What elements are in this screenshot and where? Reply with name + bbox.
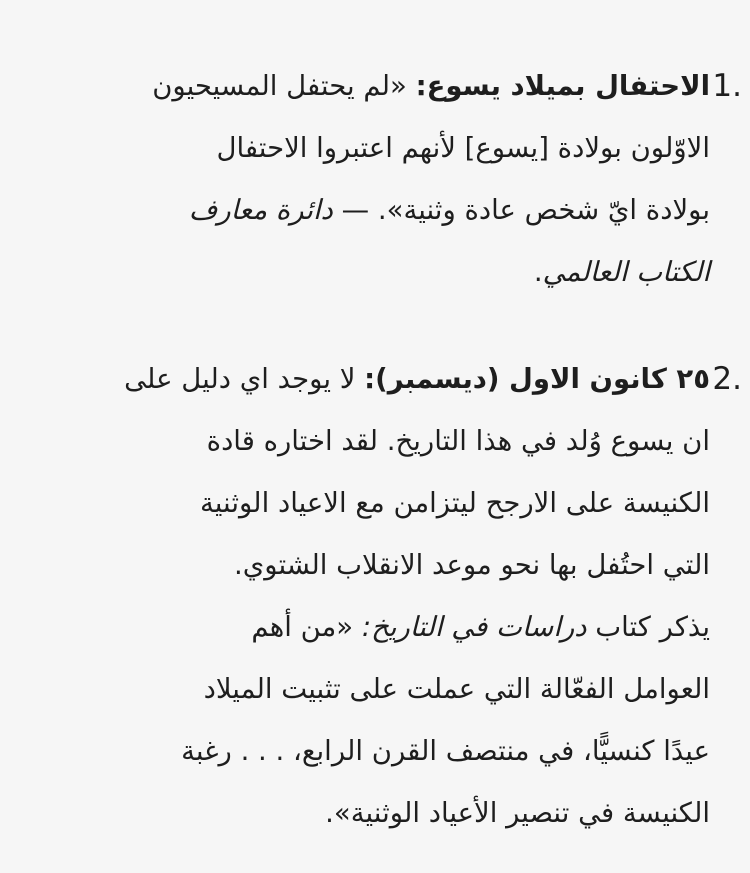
text-line bbox=[86, 596, 710, 658]
book-title: دراسات في التاريخ: bbox=[361, 611, 587, 643]
list-item bbox=[86, 55, 742, 303]
list-item-number: 2. bbox=[712, 361, 742, 397]
item-text: «لم يحتفل المسيحيون bbox=[152, 70, 407, 102]
item-text: «من أهم bbox=[251, 611, 362, 643]
item-heading: الاحتفال بميلاد يسوع: bbox=[415, 70, 710, 102]
text-line bbox=[86, 348, 710, 410]
list-item bbox=[86, 348, 742, 844]
item-text: بولادة ايّ شخص عادة وثنية». — bbox=[332, 194, 710, 226]
source-title: الكتاب العالمي bbox=[542, 256, 710, 288]
text-line bbox=[86, 179, 710, 241]
text-line bbox=[86, 241, 710, 303]
item-text: . bbox=[533, 256, 543, 288]
item-heading: ٢٥ كانون الاول (ديسمبر): bbox=[364, 363, 710, 395]
text-line bbox=[86, 55, 710, 117]
text-line: الكنيسة على الارجح ليتزامن مع الاعياد الوثنية bbox=[199, 487, 710, 519]
text-line: عيدًا كنسيًّا، في منتصف القرن الرابع، . . . رغبة bbox=[181, 735, 710, 767]
text-line: العوامل الفعّالة التي عملت على تثبيت الميلاد bbox=[203, 673, 710, 705]
text-line: الاوّلون بولادة [يسوع] لأنهم اعتبروا الاحتفال bbox=[216, 132, 710, 164]
text-line: ان يسوع وُلد في هذا التاريخ. لقد اختاره قادة bbox=[206, 425, 710, 457]
text-line: الكنيسة في تنصير الأعياد الوثنية». bbox=[325, 797, 710, 829]
item-text: يذكر كتاب bbox=[586, 611, 710, 643]
list-item-number: 1. bbox=[712, 68, 742, 104]
item-text: لا يوجد اي دليل على bbox=[124, 363, 365, 395]
source-title: دائرة معارف bbox=[188, 194, 333, 226]
text-line: التي احتُفل بها نحو موعد الانقلاب الشتوي. bbox=[234, 549, 710, 581]
